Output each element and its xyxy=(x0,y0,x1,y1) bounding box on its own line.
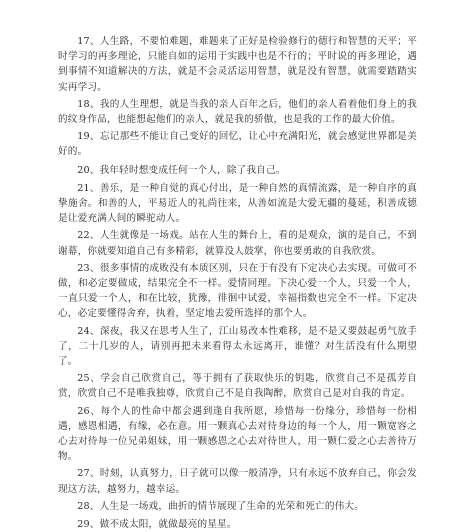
paragraph-19: 19、忘记那些不能让自己变好的回忆，让心中充满阳光，就会感觉世界都是美好的。 xyxy=(58,131,417,158)
paragraph-20: 20、我年轻时想变成任何一个人，除了我自己。 xyxy=(77,164,286,176)
paragraph-18: 18、我的人生理想，就是当我的亲人百年之后，他们的亲人看着他们身上的我的纹身作品，也能想起他们的亲人，就是我的骄傲，也是我的工作的最大价值。 xyxy=(58,98,417,126)
paragraph-24: 24、深夜，我又在思考人生了，江山易改本性难移，是不是又要鼓起勇气放手了，二十几岁的人，请别再把未来看得太永远离开，谁懂？对生活没有什么期望了。 xyxy=(58,325,417,368)
paragraph-17: 17、人生路，不要怕难题，难题来了正好是检验修行的德行和智慧的天平；平时学习的再多理论，只能自如的运用于实践中也是不行的；平时说的再多理论，遇到事情不知道解决的方法，就是不会灵活运用智慧，就是没有智慧，就需要踏踏实实再学习。 xyxy=(58,36,417,93)
paragraph-29: 29、做不成太阳，就做最亮的星星。 xyxy=(77,519,237,531)
paragraph-27: 27、时刻，认真努力，日子就可以像一般清净，只有永远不放弃自己，你会发现这方法，越努力，越幸运。 xyxy=(58,468,417,495)
paragraph-23: 23、很多事情的成败没有本质区别，只在于有没有下定决心去实现。可做可不做，和必定要做成，结果完全不一样。爱情同理。下决心爱一个人，只爱一个人，一直只爱一个人，和在比较，犹豫，徘徊中试爱，幸福指数也完全不一样。下定决心，必定要懂得舍弃，执着，坚定地去爱所选择的那个人。 xyxy=(58,262,417,320)
paragraph-22: 22、人生就像是一场戏。站在人生的舞台上，看的是观众，演的是自己，不到谢幕，你就要知道自己有多精彩，就算没人鼓掌，你也要勇敢的自我欣赏。 xyxy=(58,230,417,257)
paragraph-21: 21、善乐，是一种自觉的真心付出，是一种自然的真情流露，是一种自序的真挚施舍。和善的人，平易近人的礼尚往来，从善如流是大爱无疆的蔓延，积善成德是让爱充满人间的瞬驼动人。 xyxy=(58,182,417,225)
paragraph-26: 26、每个人的性命中都会遇到逢自我所愿，珍惜每一份缘分，珍惜每一份相遇，感恩相遇，有缘，必在意。用一颗真心去对待身边的每一个人，用一颗宽容之心去对待每一位兄弟姐妹，用一颗感恩之心去对待世人，用一颗仁爱之心去善待万物。 xyxy=(58,405,417,463)
paragraph-25: 25、学会自己欣赏自己，等于拥有了获取快乐的钥匙，欣赏自己不是孤芳自赏，欣赏自己不是唯我独尊，欣赏自己不是自我陶醉，欣赏自己是对自我的肯定。 xyxy=(58,373,417,400)
paragraph-28: 28、人生是一场戏，曲折的情节展现了生命的光荣和死亡的伟大。 xyxy=(77,500,365,512)
